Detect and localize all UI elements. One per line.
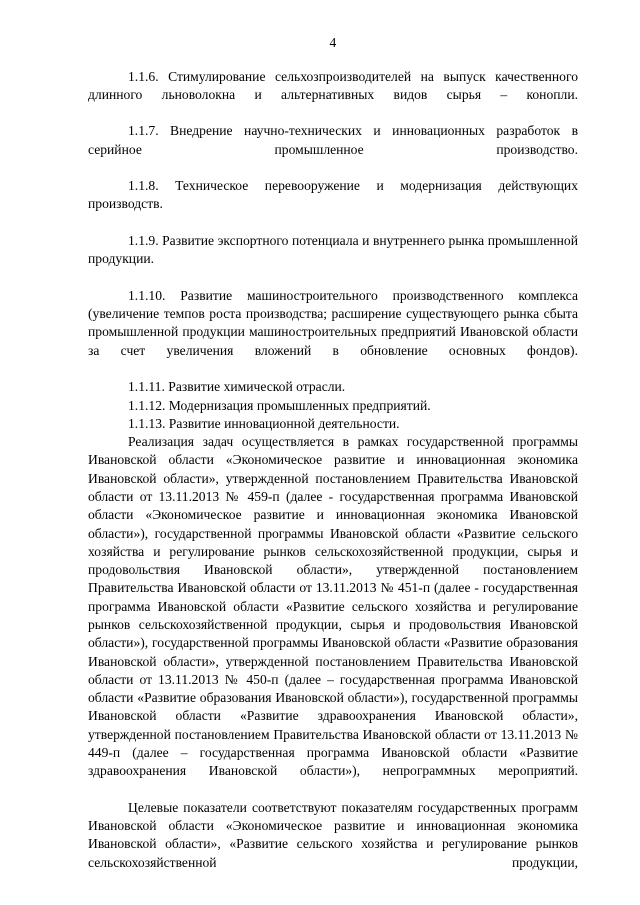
paragraph: 1.1.7. Внедрение научно-технических и инновационных разработок в серийное промышленное производство. — [88, 123, 578, 157]
page-number: 4 — [329, 35, 337, 50]
paragraph: 1.1.13. Развитие инновационной деятельности. — [128, 415, 400, 431]
paragraph: 1.1.11. Развитие химической отрасли. — [128, 379, 346, 395]
paragraph: Целевые показатели соответствуют показателям государственных программ Ивановской области «Экономическое развитие и инновационная экономика Ивановской области», «Развитие сельского хозяйства и регулирование рынков сельскохозяйственной продукции, — [88, 799, 578, 870]
paragraph: 1.1.8. Техническое перевооружение и модернизация действующих производств. — [88, 178, 578, 212]
paragraph: 1.1.6. Стимулирование сельхозпроизводителей на выпуск качественного длинного льноволокна и альтернативных видов сырья – конопли. — [88, 68, 578, 102]
paragraph: Реализация задач осуществляется в рамках государственной программы Ивановской области «Экономическое развитие и инновационная экономика Ивановской области», утвержденной постановлением Правительства Ивановской области от 13.11.2013 № 459-п (далее - государственная программа Ивановской области «Экономическое развитие и инновационная экономика Ивановской области»), государственной программы Ивановской области «Развитие сельского хозяйства и регулирование рынков сельскохозяйственной продукции, сырья и продовольствия Ивановской области», утвержденной постановлением Правительства Ивановской области от 13.11.2013 № 451-п (далее - государственная программа Ивановской области «Развитие сельского хозяйства и регулирование рынков сельскохозяйственной продукции, сырья и продовольствия Ивановской области»), государственной программы Ивановской области «Развитие образования Ивановской области», утвержденной постановлением Правительства Ивановской области от 13.11.2013 № 450-п (далее – государственная программа Ивановской области «Развитие образования Ивановской области»), государственной программы Ивановской области «Развитие здравоохранения Ивановской области», утвержденной постановлением Правительства Ивановской области от 13.11.2013 № 449-п (далее – государственная программа Ивановской области «Развитие здравоохранения Ивановской области»), непрограммных мероприятий. — [88, 434, 578, 779]
paragraph: 1.1.10. Развитие машиностроительного производственного комплекса (увеличение темпов роста производства; расширение существующего рынка сбыта промышленной продукции машиностроительных предприятий Ивановской области за счет увеличения вложений в обновление основных фондов). — [88, 287, 578, 358]
paragraph: 1.1.12. Модернизация промышленных предприятий. — [128, 397, 431, 413]
paragraph: 1.1.9. Развитие экспортного потенциала и внутреннего рынка промышленной продукции. — [88, 233, 578, 267]
document-body — [88, 68, 578, 891]
